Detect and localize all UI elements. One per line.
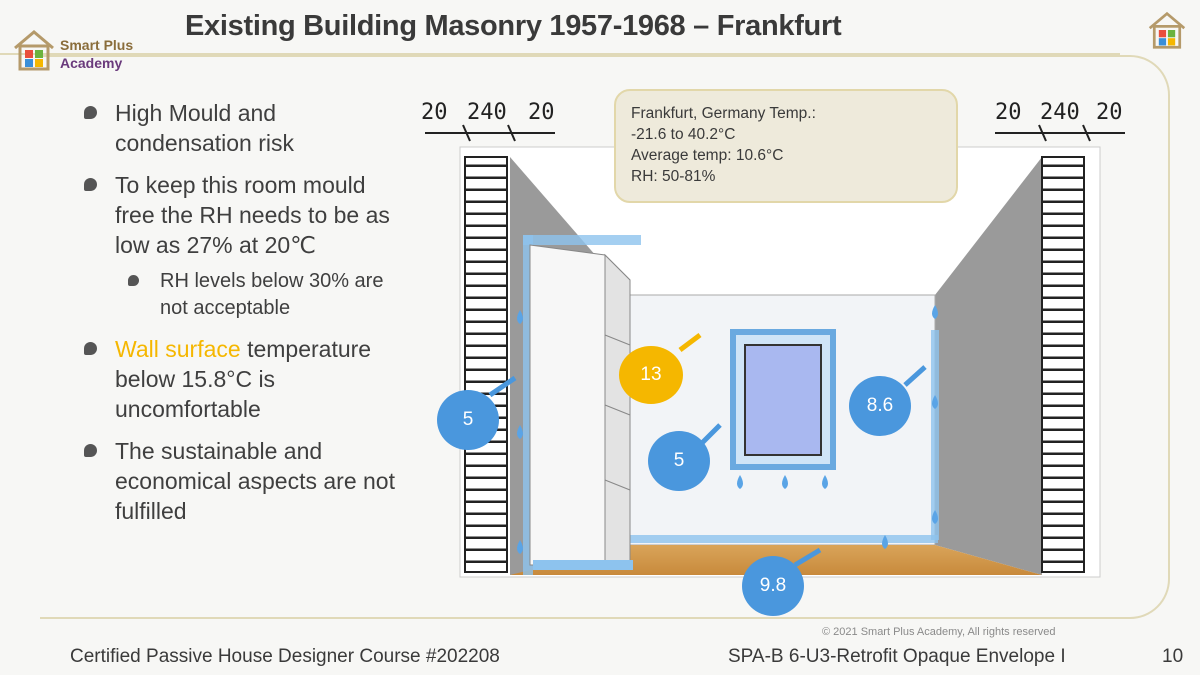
bullet-list — [80, 98, 410, 538]
bullet-icon — [84, 444, 97, 457]
bullet-text: High Mould and condensation risk — [115, 100, 294, 156]
dimension-label: 20 — [421, 100, 448, 125]
bullet-text: RH levels below 30% are not acceptable — [160, 270, 384, 319]
bullet-icon — [128, 275, 139, 286]
bullet-text: The sustainable and economical aspects are not fulfilled — [115, 438, 395, 524]
dimension-label: 240 — [1040, 100, 1080, 125]
bullet-text: To keep this room mould free the RH needs to be as low as 27% at 20℃ — [115, 172, 390, 258]
window-temp-bubble: 5 — [648, 431, 710, 491]
copyright-text: © 2021 Smart Plus Academy, All rights reserved — [822, 626, 1056, 638]
course-name: Certified Passive House Designer Course #202208 — [70, 646, 500, 667]
dimension-label: 20 — [1096, 100, 1123, 125]
info-line: RH: 50-81% — [631, 168, 716, 185]
academy-logo — [12, 28, 182, 74]
left-wall-temp-bubble: 5 — [437, 390, 499, 450]
slide-title: Existing Building Masonry 1957-1968 – Frankfurt — [185, 10, 842, 42]
bullet-icon — [84, 178, 97, 191]
sub-bullet-item — [80, 268, 410, 322]
right-brick-wall — [1042, 157, 1084, 572]
info-line: Average temp: 10.6°C — [631, 147, 784, 164]
module-name: SPA-B 6-U3-Retrofit Opaque Envelope I — [728, 646, 1066, 667]
corner-logo — [1147, 10, 1187, 55]
house-logo-icon — [1147, 10, 1187, 50]
bullet-item — [80, 334, 410, 424]
dimension-label: 240 — [467, 100, 507, 125]
bullet-highlight: Wall surface — [115, 336, 241, 362]
bullet-item — [80, 436, 410, 526]
bullet-text: temperature below 15.8°C is uncomfortable — [115, 336, 372, 422]
logo-text-line2: Academy — [60, 55, 123, 71]
dimension-label: 20 — [528, 100, 555, 125]
ceiling-temp-bubble: 13 — [619, 346, 683, 404]
page-number: 10 — [1162, 646, 1184, 667]
info-line: Frankfurt, Germany Temp.: — [631, 105, 816, 122]
floor-temp-bubble: 9.8 — [742, 556, 804, 616]
left-brick-wall — [465, 157, 507, 572]
climate-info-box — [614, 89, 958, 203]
bullet-icon — [84, 106, 97, 119]
logo-text-line1: Smart Plus — [60, 37, 134, 53]
bullet-item — [80, 170, 410, 260]
info-line: -21.6 to 40.2°C — [631, 126, 736, 143]
bullet-icon — [84, 342, 97, 355]
right-wall-temp-bubble: 8.6 — [849, 376, 911, 436]
dimension-label: 20 — [995, 100, 1022, 125]
bullet-item — [80, 98, 410, 158]
house-logo-icon — [12, 28, 56, 72]
